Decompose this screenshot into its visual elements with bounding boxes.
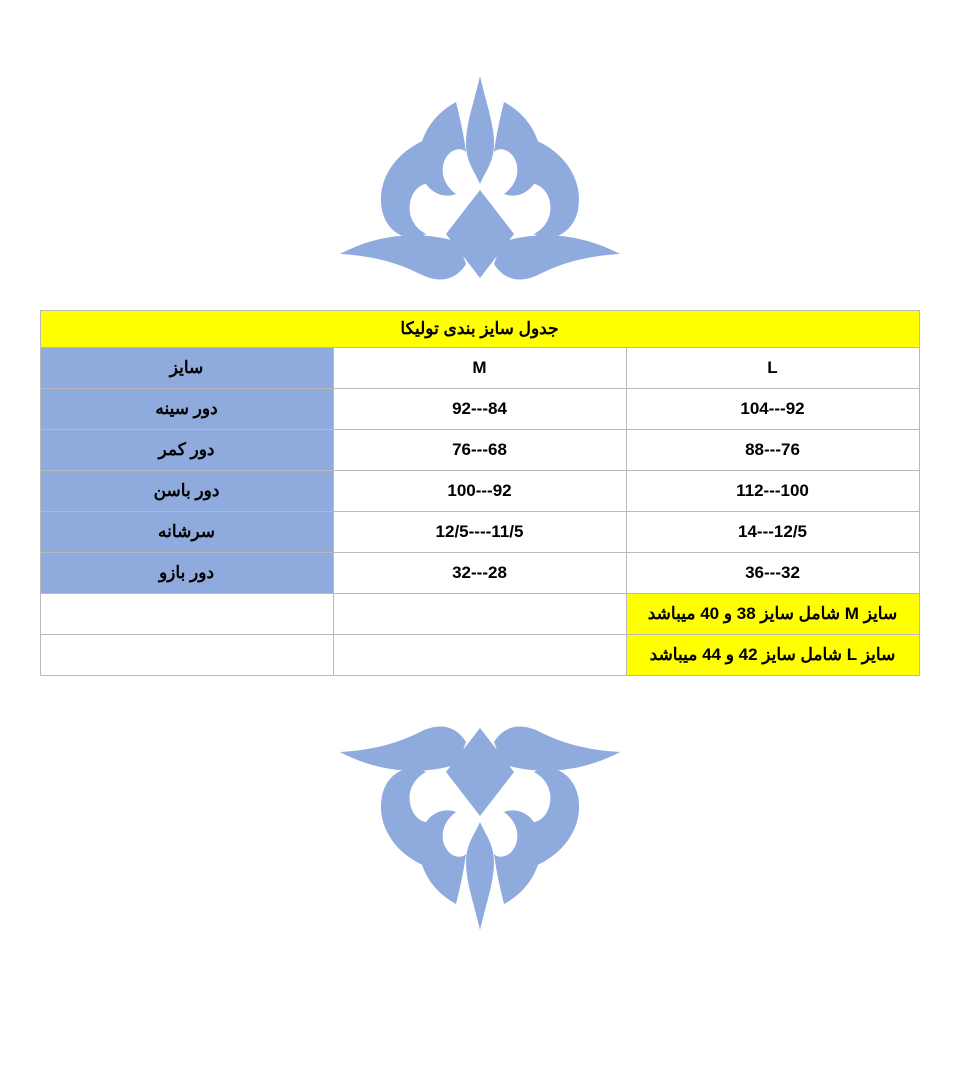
table-row <box>40 553 919 594</box>
table-row <box>40 430 919 471</box>
cell-l-bust: 92---104 <box>626 389 919 430</box>
cell-l-waist: 76---88 <box>626 430 919 471</box>
note-l-sizes: سایز L شامل سایز 42 و 44 میباشد <box>626 635 919 676</box>
blank-cell <box>40 594 333 635</box>
note-row <box>40 594 919 635</box>
row-label-arm: دور بازو <box>40 553 333 594</box>
table-title: جدول سایز بندی تولیکا <box>40 311 919 348</box>
blank-cell <box>40 635 333 676</box>
decorative-flourish-bottom-icon <box>270 718 690 948</box>
note-m-sizes: سایز M شامل سایز 38 و 40 میباشد <box>626 594 919 635</box>
cell-m-waist: 68---76 <box>333 430 626 471</box>
cell-l-shoulder: 12/5---14 <box>626 512 919 553</box>
row-label-hip: دور باسن <box>40 471 333 512</box>
size-chart-table-container <box>40 310 920 676</box>
decorative-flourish-top-icon <box>270 58 690 288</box>
cell-m-bust: 84---92 <box>333 389 626 430</box>
cell-l-arm: 32---36 <box>626 553 919 594</box>
column-header-m: M <box>333 348 626 389</box>
table-title-row <box>40 311 919 348</box>
cell-m-hip: 92---100 <box>333 471 626 512</box>
row-label-waist: دور کمر <box>40 430 333 471</box>
table-row <box>40 471 919 512</box>
blank-cell <box>333 594 626 635</box>
table-header-row <box>40 348 919 389</box>
cell-l-hip: 100---112 <box>626 471 919 512</box>
table-row <box>40 389 919 430</box>
blank-cell <box>333 635 626 676</box>
row-label-shoulder: سرشانه <box>40 512 333 553</box>
column-header-size: سایز <box>40 348 333 389</box>
row-label-bust: دور سینه <box>40 389 333 430</box>
cell-m-arm: 28---32 <box>333 553 626 594</box>
cell-m-shoulder: 11/5----12/5 <box>333 512 626 553</box>
table-row <box>40 512 919 553</box>
column-header-l: L <box>626 348 919 389</box>
note-row <box>40 635 919 676</box>
size-chart-table <box>40 310 920 676</box>
